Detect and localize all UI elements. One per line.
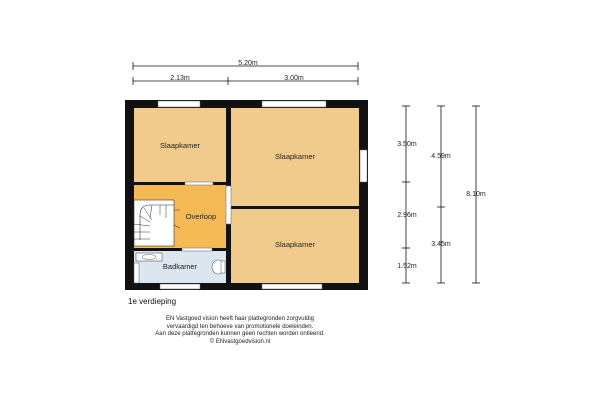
dim-top-total: 5.20m bbox=[238, 60, 258, 67]
room-label-bedroom-top-right: Slaapkamer bbox=[274, 152, 316, 161]
dim-right-3: 1.52m bbox=[397, 263, 417, 270]
staircase bbox=[134, 200, 180, 246]
dim-top-right: 3.00m bbox=[284, 75, 304, 82]
room-label-bedroom-top-left: Slaapkamer bbox=[159, 141, 201, 150]
dim-right-4: 4.59m bbox=[431, 153, 451, 160]
dim-top-left: 2.13m bbox=[170, 75, 190, 82]
credits-line-3: Aan deze plattegronden kunnen geen rechten worden ontleend. bbox=[155, 331, 325, 338]
dim-right-6: 8.10m bbox=[466, 191, 486, 198]
credits-line-1: EN Vastgoed vision heeft haar plattegronden zorgvuldig bbox=[166, 316, 314, 322]
room-label-landing: Overloop bbox=[185, 212, 217, 221]
credits-line-2: vervaardigd ten behoeve van promotionele doeleinden. bbox=[166, 323, 314, 330]
floor-caption: 1e verdieping bbox=[128, 297, 177, 306]
dim-right-2: 2.96m bbox=[397, 212, 417, 219]
credits-line-4: © ENvastgoedvision.nl bbox=[209, 338, 271, 345]
room-label-bathroom: Badkamer bbox=[162, 262, 198, 271]
dim-right-5: 3.45m bbox=[431, 241, 451, 248]
dim-right-1: 3.50m bbox=[397, 141, 417, 148]
credits-block bbox=[100, 316, 380, 346]
room-label-bedroom-bottom-right: Slaapkamer bbox=[274, 240, 316, 249]
